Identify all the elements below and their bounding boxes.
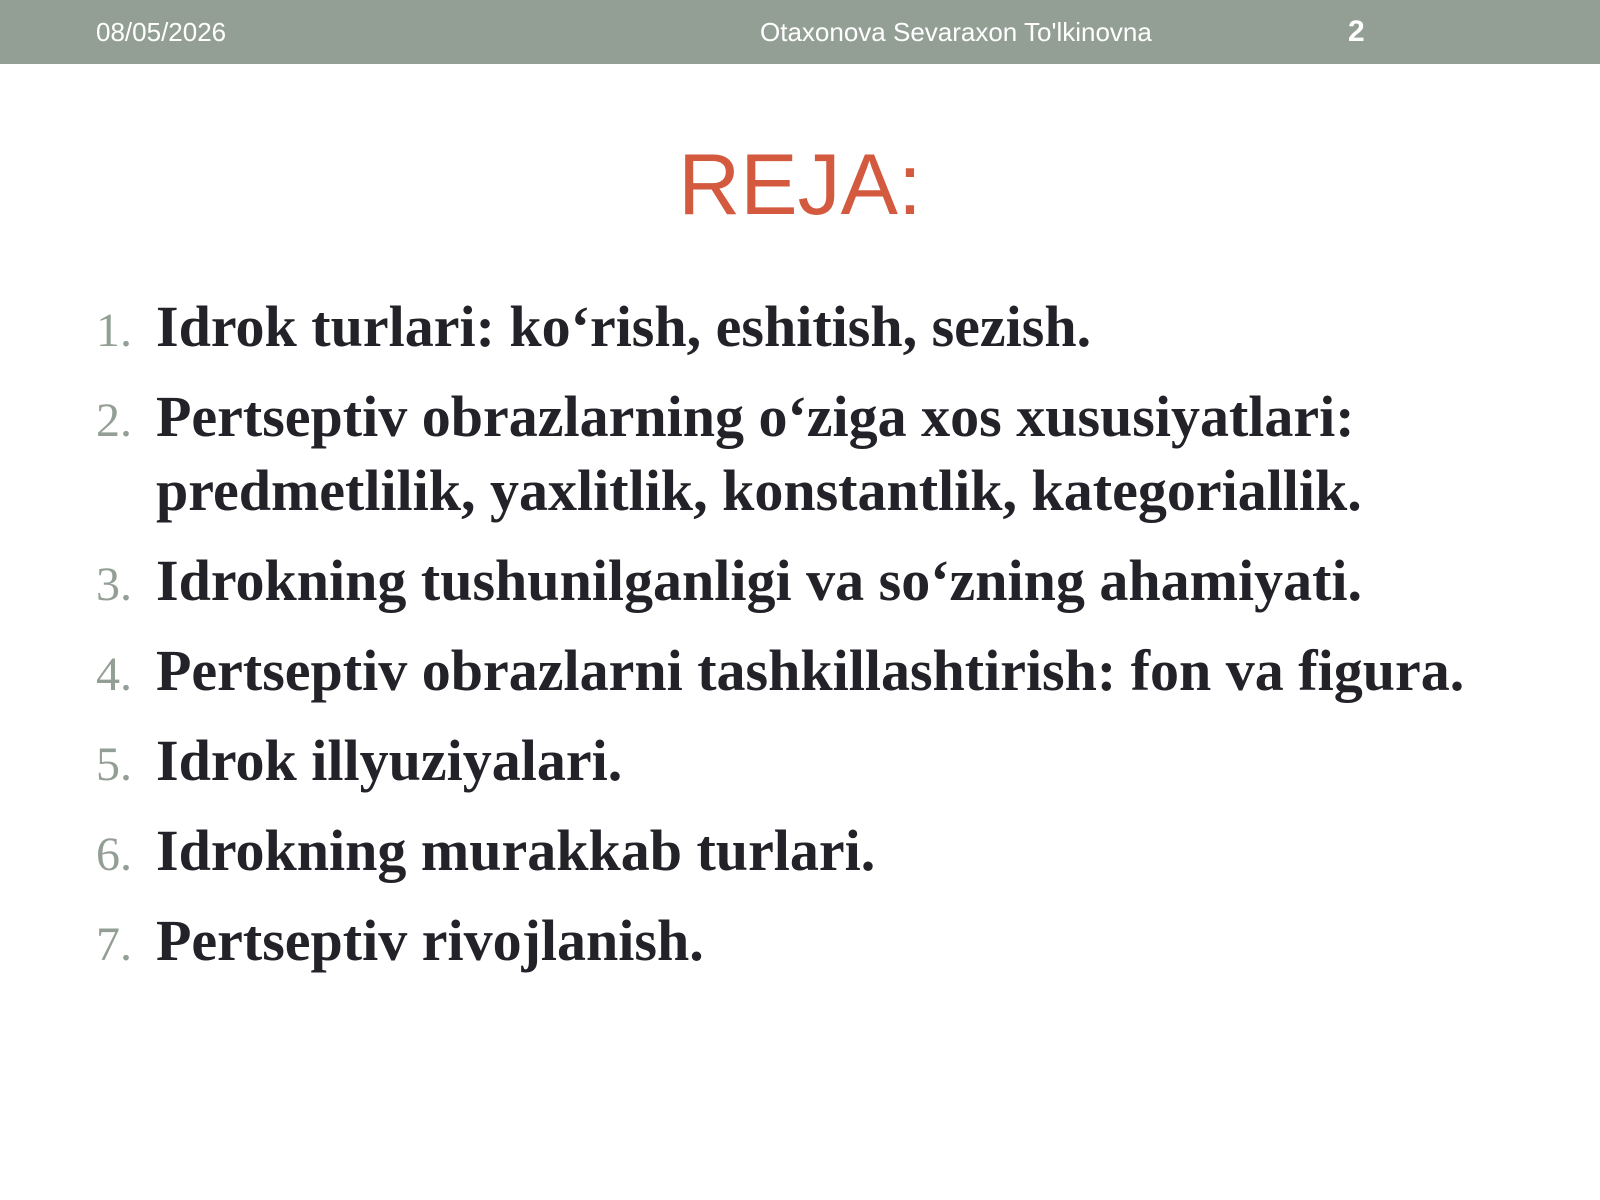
slide-title: REJA: xyxy=(678,137,922,233)
plan-item-4 xyxy=(96,634,1556,708)
plan-item-5 xyxy=(96,724,1556,798)
plan-item-6 xyxy=(96,814,1556,888)
slide-date: 08/05/2026 xyxy=(96,17,227,47)
plan-item-number: 7. xyxy=(96,918,132,971)
header-bar xyxy=(0,0,1600,64)
plan-item-7 xyxy=(96,904,1556,978)
plan-item-text: Idrok illyuziyalari. xyxy=(156,728,623,793)
plan-item-text: Idrokning tushunilganligi va so‘zning ahamiyati. xyxy=(156,548,1363,613)
slide-page-number: 2 xyxy=(1348,15,1365,48)
plan-item-number: 3. xyxy=(96,558,132,611)
plan-item-number: 5. xyxy=(96,738,132,791)
plan-item-number: 2. xyxy=(96,394,132,447)
plan-item-3 xyxy=(96,544,1556,618)
plan-item-text: Idrok turlari: ko‘rish, eshitish, sezish. xyxy=(156,294,1092,359)
plan-item-number: 4. xyxy=(96,648,132,701)
plan-item-2 xyxy=(96,380,1556,528)
plan-item-text: Pertseptiv obrazlarning o‘ziga xos xususiyatlari: predmetlilik, yaxlitlik, konstantlik, kategoriallik. xyxy=(156,384,1362,523)
plan-item-text: Idrokning murakkab turlari. xyxy=(156,818,876,883)
plan-item-number: 6. xyxy=(96,828,132,881)
plan-item-text: Pertseptiv obrazlarni tashkillashtirish: fon va figura. xyxy=(156,638,1465,703)
slide-author: Otaxonova Sevaraxon To'lkinovna xyxy=(760,17,1152,47)
plan-item-number: 1. xyxy=(96,304,132,357)
plan-list xyxy=(96,290,1556,994)
plan-item-text: Pertseptiv rivojlanish. xyxy=(156,908,704,973)
plan-item-1 xyxy=(96,290,1556,364)
